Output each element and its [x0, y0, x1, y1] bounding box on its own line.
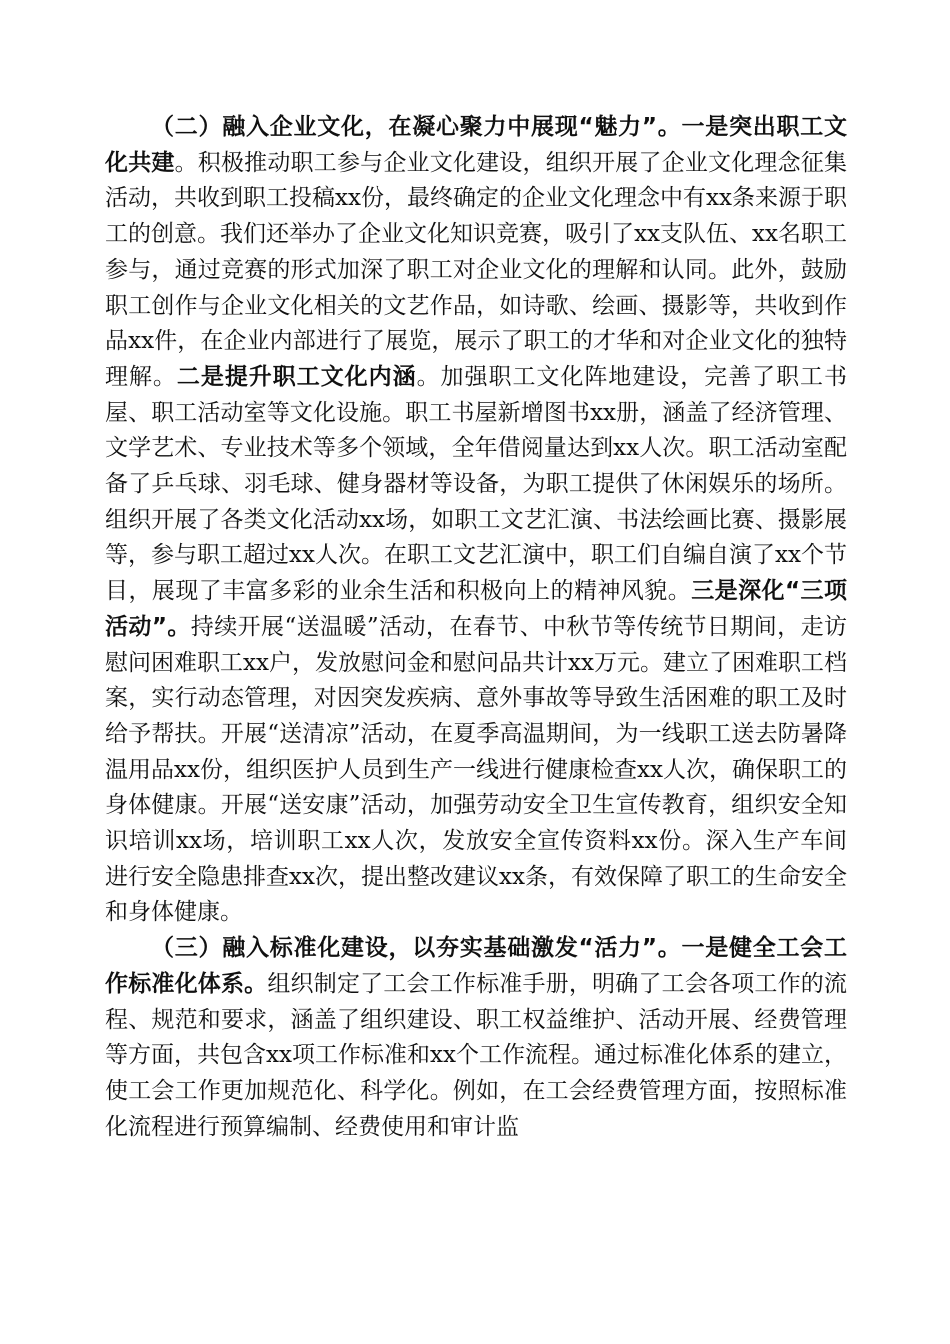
section-2-heading: （二）融入企业文化，在凝心聚力中展现“魅力”。一是突出职工文化共建	[105, 114, 847, 176]
section-2-point-2-heading: 二是提升职工文化内涵	[176, 363, 417, 390]
section-2-text-part-1: 。积极推动职工参与企业文化建设，组织开展了企业文化理念征集活动，共收到职工投稿xx份，最终确定的企业文化理念中有xx条来源于职工的创意。我们还举办了企业文化知识竞赛，吸引了xx支队伍、xx名职工参与，通过竞赛的形式加深了职工对企业文化的理解和认同。此外，鼓励职工创作与企业文化相关的文艺作品，如诗歌、绘画、摄影等，共收到作品xx件，在企业内部进行了展览，展示了职工的才华和对企业文化的独特理解。	[105, 149, 848, 390]
section-3-text-part-1: 组织制定了工会工作标准手册，明确了工会各项工作的流程、规范和要求，涵盖了组织建设、职工权益维护、活动开展、经费管理等方面，共包含xx项工作标准和xx个工作流程。通过标准化体系的建立，使工会工作更加规范化、科学化。例如，在工会经费管理方面，按照标准化流程进行预算编制、经费使用和审计监	[105, 970, 848, 1140]
document-body	[105, 110, 847, 1145]
section-2-text-part-2: 。加强职工文化阵地建设，完善了职工书屋、职工活动室等文化设施。职工书屋新增图书xx册，涵盖了经济管理、文学艺术、专业技术等多个领域，全年借阅量达到xx人次。职工活动室配备了乒乓球、羽毛球、健身器材等设备，为职工提供了休闲娱乐的场所。组织开展了各类文化活动xx场，如职工文艺汇演、书法绘画比赛、摄影展等，参与职工超过xx人次。在职工文艺汇演中，职工们自编自演了xx个节目，展现了丰富多彩的业余生活和积极向上的精神风貌。	[105, 363, 848, 605]
section-2-text-part-3: 持续开展“送温暖”活动，在春节、中秋节等传统节日期间，走访慰问困难职工xx户，发放慰问金和慰问品共计xx万元。建立了困难职工档案，实行动态管理，对因突发疾病、意外事故等导致生活困难的职工及时给予帮扶。开展“送清凉”活动，在夏季高温期间，为一线职工送去防暑降温用品xx份，组织医护人员到生产一线进行健康检查xx人次，确保职工的身体健康。开展“送安康”活动，加强劳动安全卫生宣传教育，组织安全知识培训xx场，培训职工xx人次，发放安全宣传资料xx份。深入生产车间进行安全隐患排查xx次，提出整改建议xx条，有效保障了职工的生命安全和身体健康。	[105, 613, 847, 926]
section-3-heading: （三）融入标准化建设，以夯实基础激发“活力”。一是健全工会工作标准化体系。	[105, 935, 847, 997]
section-2-point-3-heading: 三是深化“三项活动”。	[105, 578, 848, 640]
paragraph-section-2	[105, 110, 847, 931]
paragraph-section-3	[105, 931, 847, 1145]
